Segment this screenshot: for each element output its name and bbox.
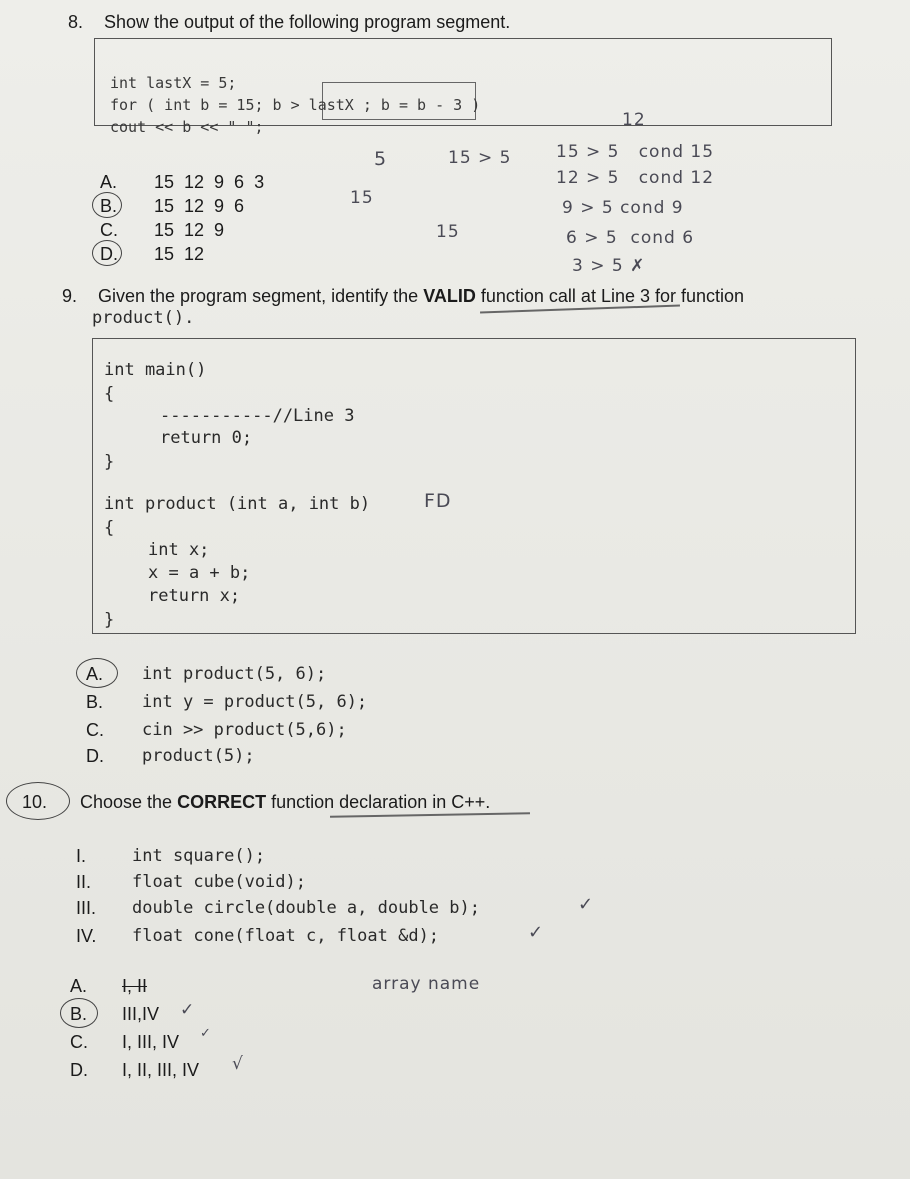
q10-option-c-check-icon: ✓ [200, 1026, 212, 1041]
q10-item-3-code: double circle(double a, double b); [132, 898, 480, 918]
q10-item-2-code: float cube(void); [132, 872, 306, 892]
q8-note-12: 12 [622, 110, 646, 130]
q10-option-c-text: I, III, IV [122, 1032, 180, 1052]
q8-code-line-1: int lastX = 5; [110, 74, 237, 92]
q8-trace-1: 15 > 5 cond 15 [556, 142, 715, 162]
q9-option-b-text: int y = product(5, 6); [142, 692, 368, 712]
q8-option-b-letter[interactable]: B. [100, 196, 118, 216]
q10-option-a-text: I, II [122, 976, 148, 996]
q9-code-line-10: return x; [148, 586, 241, 606]
q9-note-fd: FD [424, 490, 452, 512]
q8-option-b-text: 15 12 9 6 [154, 196, 245, 216]
q9-code-line-7: { [104, 518, 115, 538]
q9-code-line-5: } [104, 452, 115, 472]
q9-code-line-3: -----------//Line 3 [160, 406, 355, 426]
q9-code-line-6: int product (int a, int b) [104, 494, 371, 514]
q10-option-d-text: I, II, III, IV [122, 1060, 200, 1080]
q10-option-b-text: III,IV [122, 1004, 160, 1024]
q8-option-d-text: 15 12 [154, 244, 205, 264]
q8-prompt: Show the output of the following program segment. [104, 12, 511, 32]
q9-code-line-8: int x; [148, 540, 210, 560]
q8-trace-5: 3 > 5 ✗ [572, 256, 646, 276]
q8-trace-3: 9 > 5 cond 9 [562, 198, 684, 218]
q10-item-1-roman: I. [76, 846, 87, 866]
q9-option-a-circle-mark [76, 658, 118, 688]
q10-item-4-roman: IV. [76, 926, 97, 946]
q8-option-a-text: 15 12 9 6 3 [154, 172, 265, 192]
q8-trace-4: 6 > 5 cond 6 [566, 228, 695, 248]
q8-trace-2: 12 > 5 cond 12 [556, 168, 715, 188]
q9-prompt [98, 286, 744, 307]
q9-option-c-letter[interactable]: C. [86, 720, 104, 740]
q9-code-line-11: } [104, 610, 115, 630]
q10-number: 10. [22, 792, 48, 812]
q8-note-5: 5 [374, 148, 388, 170]
q8-option-d-letter[interactable]: D. [100, 244, 118, 264]
q10-option-b-letter[interactable]: B. [70, 1004, 88, 1024]
q10-prompt-after: function declaration in C++. [271, 792, 491, 812]
q10-option-a-letter[interactable]: A. [70, 976, 88, 996]
q10-prompt-before: Choose the [80, 792, 173, 812]
q9-prompt-valid: VALID [423, 286, 476, 306]
q8-note-15-a: 15 [350, 188, 374, 208]
q10-option-b-check-icon: ✓ [180, 1000, 196, 1020]
q9-option-c-text: cin >> product(5,6); [142, 720, 347, 740]
q8-note-15-gt-5: 15 > 5 [448, 148, 512, 168]
q10-item-3-roman: III. [76, 898, 97, 918]
q8-note-15-b: 15 [436, 222, 460, 242]
q9-prompt-before: Given the program segment, identify the [98, 286, 419, 306]
q9-prompt-line-2: product(). [92, 308, 195, 328]
q10-item-4-check-icon: ✓ [528, 922, 545, 943]
q9-option-a-text: int product(5, 6); [142, 664, 327, 684]
q8-option-a-letter[interactable]: A. [100, 172, 118, 192]
q10-option-c-letter[interactable]: C. [70, 1032, 88, 1052]
q10-item-2-roman: II. [76, 872, 92, 892]
q10-prompt-correct: CORRECT [177, 792, 267, 812]
q9-code-line-9: x = a + b; [148, 563, 251, 583]
q9-code-line-4: return 0; [160, 428, 253, 448]
q9-option-d-text: product(5); [142, 746, 255, 766]
q8-option-c-text: 15 12 9 [154, 220, 225, 240]
q9-option-d-letter[interactable]: D. [86, 746, 104, 766]
q8-option-b-circle-mark [92, 192, 122, 218]
q9-number: 9. [62, 286, 78, 306]
q10-prompt [80, 792, 490, 813]
q9-code-line-1: int main() [104, 360, 207, 380]
q10-item-4-code: float cone(float c, float &d); [132, 926, 440, 946]
q8-option-c-letter[interactable]: C. [100, 220, 118, 240]
q8-code-line-3: cout << b << " "; [110, 118, 264, 136]
q9-option-b-letter[interactable]: B. [86, 692, 104, 712]
q10-underline-mark [330, 812, 530, 817]
q10-item-3-check-icon: ✓ [578, 894, 595, 915]
q10-item-1-code: int square(); [132, 846, 266, 866]
q8-number: 8. [68, 12, 84, 32]
q10-option-b-circle-mark [60, 998, 98, 1028]
q10-option-d-letter[interactable]: D. [70, 1060, 88, 1080]
q10-option-d-check-icon: √ [232, 1054, 244, 1074]
q10-note-array-name: array name [372, 974, 481, 994]
q9-prompt-after: function call at Line 3 for function [480, 286, 745, 306]
q8-option-d-circle-mark [92, 240, 122, 266]
q9-option-a-letter[interactable]: A. [86, 664, 104, 684]
q9-code-line-2: { [104, 384, 115, 404]
q8-code-line-2: for ( int b = 15; b > lastX ; b = b - 3 ) [110, 96, 481, 114]
